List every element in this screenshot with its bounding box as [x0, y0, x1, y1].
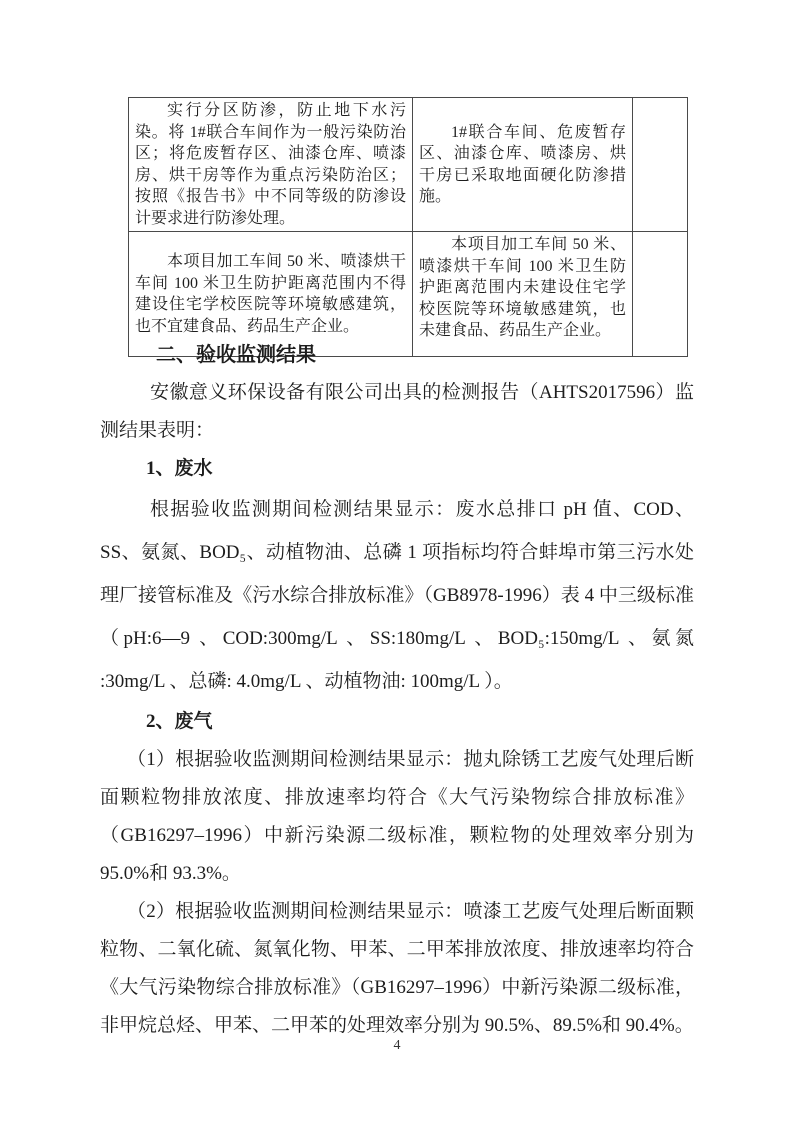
wastewater-paragraph: 根据验收监测期间检测结果显示：废水总排口 pH 值、COD、SS、氨氮、BOD₅、动植物油、总磷 1 项指标均符合蚌埠市第三污水处理厂接管标准及《污水综合排放标准》（GB8978-1996）表 4 中三级标准（pH:6—9 、COD:300mg/L 、SS:180mg/L 、BOD₅:150mg/L 、氨氮 :30mg/L 、总磷: 4.0mg/L 、动植物油: 100mg/L ）。: [100, 499, 694, 692]
table-cell-requirement: [129, 98, 413, 232]
table-row: [129, 98, 688, 232]
gas-paragraph-1: （1）根据验收监测期间检测结果显示：抛丸除锈工艺废气处理后断面颗粒物排放浓度、排放速率均符合《大气污染物综合排放标准》（GB16297–1996）中新污染源二级标准，颗粒物的处理效率分别为95.0%和 93.3%。: [100, 749, 694, 884]
requirement-text: 实行分区防渗，防止地下水污染。将 1#联合车间作为一般污染防治区；将危废暂存区、油漆仓库、喷漆房、烘干房等作为重点污染防治区；按照《报告书》中不同等级的防渗设计要求进行防渗处理。: [135, 102, 406, 227]
section-heading-results: 二、验收监测结果: [156, 344, 316, 366]
wastewater-heading: 1、废水: [146, 458, 213, 479]
gas-heading: 2、废气: [146, 711, 213, 732]
document-body: [100, 336, 694, 1045]
gas-paragraph-2: （2）根据验收监测期间检测结果显示：喷漆工艺废气处理后断面颗粒物、二氧化硫、氮氧化物、甲苯、二甲苯排放浓度、排放速率均符合《大气污染物综合排放标准》（GB16297–1996）中新污染源二级标准，非甲烷总烃、甲苯、二甲苯的处理效率分别为 90.5%、89.5%和 90.4%。: [100, 901, 694, 1036]
intro-paragraph: 安徽意义环保设备有限公司出具的检测报告（AHTS2017596）监测结果表明：: [100, 382, 694, 441]
status-text: 1#联合车间、危废暂存区、油漆仓库、喷漆房、烘干房已采取地面硬化防渗措施。: [419, 123, 626, 205]
page-number: 4: [393, 1038, 401, 1053]
table-cell-status: [413, 98, 633, 232]
status-text: 本项目加工车间 50 米、喷漆烘干车间 100 米卫生防护距离范围内未建设住宅学校医院等环境敏感建筑，也未建食品、药品生产企业。: [419, 236, 626, 339]
requirement-text: 本项目加工车间 50 米、喷漆烘干车间 100 米卫生防护距离范围内不得建设住宅学校医院等环境敏感建筑，也不宜建食品、药品生产企业。: [135, 253, 406, 335]
compliance-table: [128, 97, 688, 357]
table-cell-note: [633, 98, 688, 232]
